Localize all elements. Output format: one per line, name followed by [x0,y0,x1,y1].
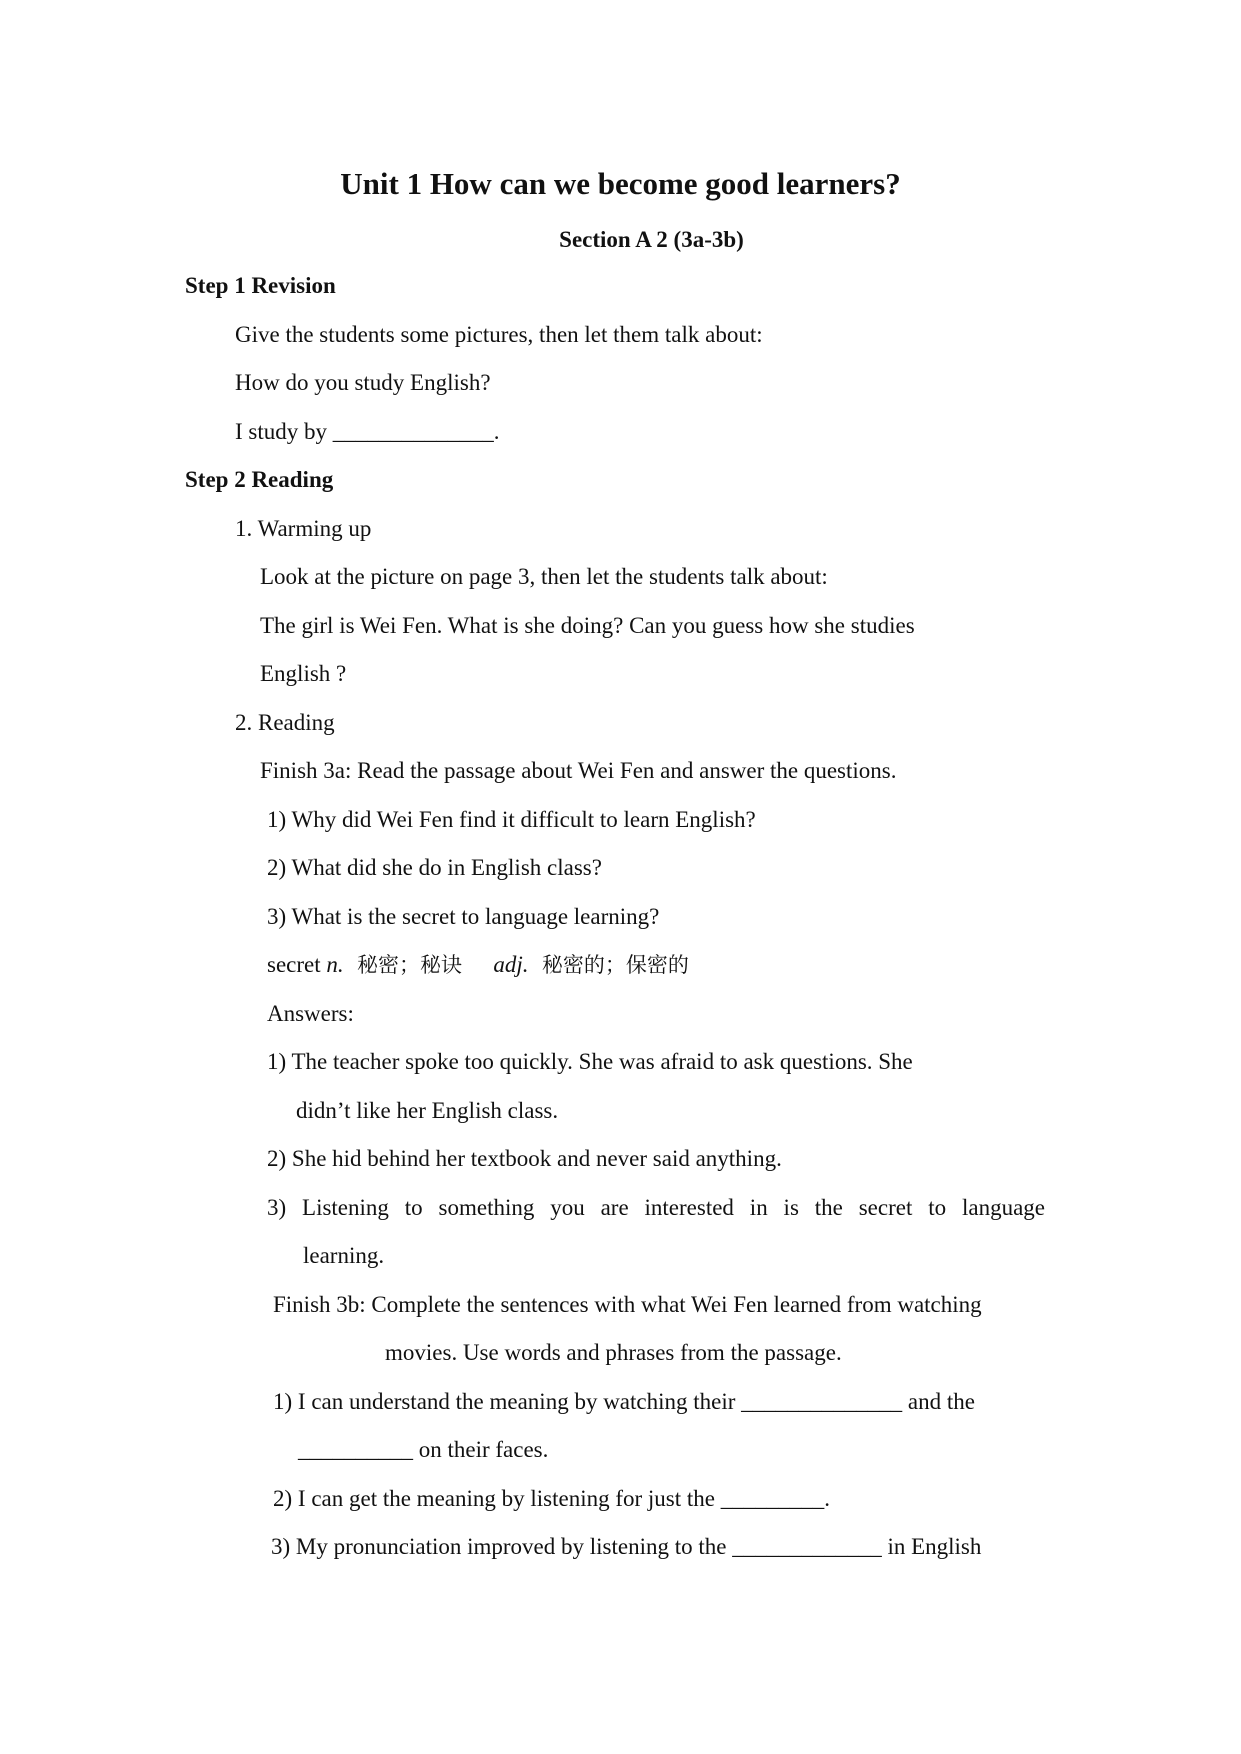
warming-up-line: The girl is Wei Fen. What is she doing? Can you guess how she studies [260,613,915,638]
step1-line: How do you study English? [235,370,491,395]
vocab-pos-adj: adj. [493,952,529,977]
vocab-note [267,950,689,980]
finish-3b-instruction: Finish 3b: Complete the sentences with what Wei Fen learned from watching [273,1292,982,1317]
question-item: 3) What is the secret to language learning? [267,904,660,929]
finish-3a-instruction: Finish 3a: Read the passage about Wei Fen and answer the questions. [260,758,897,783]
step2-heading: Step 2 Reading [185,467,334,492]
section-subtitle: Section A 2 (3a-3b) [559,227,744,252]
answer-item: 3) Listening to something you are interested in is the secret to language [267,1195,1045,1220]
answer-item-continued: didn’t like her English class. [296,1098,559,1123]
warming-up-line: Look at the picture on page 3, then let the students talk about: [260,564,828,589]
question-item: 1) Why did Wei Fen find it difficult to learn English? [267,807,756,832]
vocab-pos-noun: n. [326,952,344,977]
question-item: 2) What did she do in English class? [267,855,602,880]
warming-up-label: 1. Warming up [235,516,372,541]
answer-item-continued: learning. [303,1243,385,1268]
page-title: Unit 1 How can we become good learners? [340,166,901,201]
answer-item: 1) The teacher spoke too quickly. She was afraid to ask questions. She [267,1049,913,1074]
sentence-item-continued: __________ on their faces. [298,1437,549,1462]
finish-3b-instruction-continued: movies. Use words and phrases from the passage. [385,1340,842,1365]
answer-item: 2) She hid behind her textbook and never said anything. [267,1146,782,1171]
sentence-item: 1) I can understand the meaning by watching their ______________ and the [273,1389,975,1414]
vocab-word: secret [267,952,327,977]
vocab-meaning-adj: 秘密的；保密的 [528,953,689,977]
vocab-meaning-noun: 秘密；秘诀 [343,953,476,977]
step1-line: Give the students some pictures, then let them talk about: [235,322,763,347]
answers-label: Answers: [267,1001,354,1026]
step1-line: I study by ______________. [235,419,500,444]
warming-up-line: English ? [260,661,347,686]
sentence-item: 3) My pronunciation improved by listening to the _____________ in English [271,1534,982,1559]
step1-heading: Step 1 Revision [185,273,336,298]
reading-label: 2. Reading [235,710,335,735]
sentence-item: 2) I can get the meaning by listening for just the _________. [273,1486,830,1511]
